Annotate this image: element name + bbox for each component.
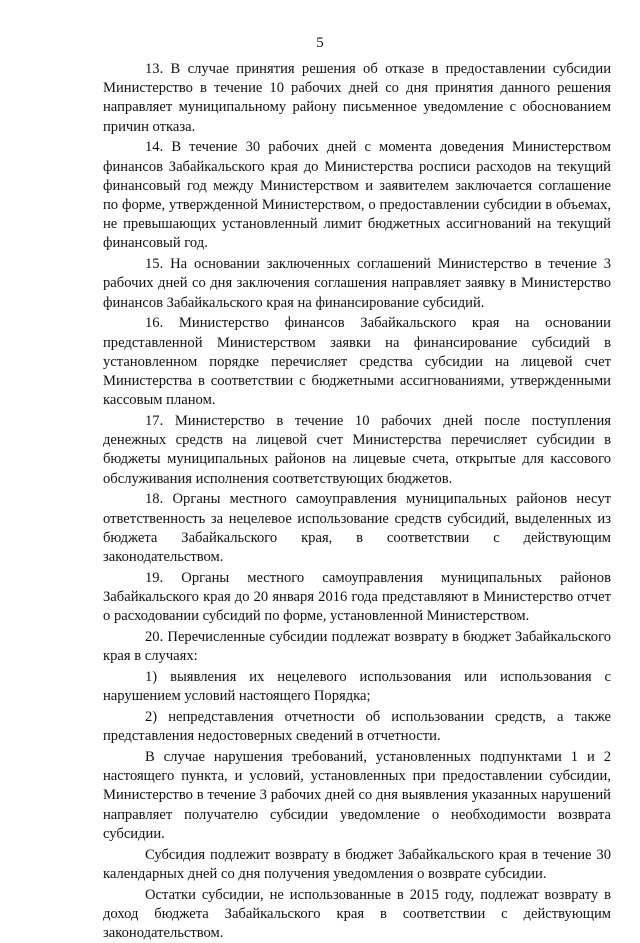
paragraph-20: 20. Перечисленные субсидии подлежат возврату в бюджет Забайкальского края в случаях: xyxy=(103,629,611,665)
paragraph-17: 17. Министерство в течение 10 рабочих дней после поступления денежных средств на лицевой счет Министерства перечисляет субсидии в бюджеты муниципальных районов на лицевые счета, открытые для кассового обслуживания исполнения соответствующих бюджетов. xyxy=(103,413,611,487)
subitem-1: 1) выявления их нецелевого использования или использования с нарушением условий настоящего Порядка; xyxy=(103,669,611,705)
paragraph-16: 16. Министерство финансов Забайкальского края на основании представленной Министерством заявки на финансирование субсидий в установленном порядке перечисляет средства субсидии на лицевой счет Министерства в соответствии с бюджетными ассигнованиями, утвержденными кассовым планом. xyxy=(103,315,611,409)
page-number: 5 xyxy=(316,35,324,51)
paragraph-14: 14. В течение 30 рабочих дней с момента доведения Министерством финансов Забайкальского края до Министерства росписи расходов на текущий финансовый год между Министерством и заявителем заключается соглашение по форме, утвержденной Министерством, о предоставлении субсидии в объемах, не превышающих установленный лимит бюджетных ассигнований на текущий финансовый год. xyxy=(103,139,611,252)
paragraph-violation-notice: В случае нарушения требований, установленных подпунктами 1 и 2 настоящего пункта, и условий, установленных при предоставлении субсидии, Министерство в течение 3 рабочих дней со дня выявления указанных нарушений направляет получателю субсидии уведомление о необходимости возврата субсидии. xyxy=(103,749,611,842)
paragraph-unused-balance: Остатки субсидии, не использованные в 2015 году, подлежат возврату в доход бюджета Забайкальского края в соответствии с действующим законодательством. xyxy=(103,886,611,942)
paragraph-return-period: Субсидия подлежит возврату в бюджет Забайкальского края в течение 30 календарных дней со дня получения уведомления о возврате субсидии. xyxy=(103,846,611,882)
paragraph-19: 19. Органы местного самоуправления муниципальных районов Забайкальского края до 20 января 2016 года представляют в Министерство отчет о расходовании субсидий по форме, установленной Министерством. xyxy=(103,569,611,625)
paragraph-15: 15. На основании заключенных соглашений Министерство в течение 3 рабочих дней со дня заключения соглашения направляет заявку в Министерство финансов Забайкальского края на финансирование субсидий. xyxy=(103,256,611,311)
document-body xyxy=(103,60,611,943)
paragraph-13: 13. В случае принятия решения об отказе в предоставлении субсидии Министерство в течение 10 рабочих дней со дня принятия данного решения направляет муниципальному району письменное уведомление с обоснованием причин отказа. xyxy=(103,61,611,135)
subitem-2: 2) непредставления отчетности об использовании средств, а также представления недостоверных сведений в отчетности. xyxy=(103,709,611,745)
paragraph-18: 18. Органы местного самоуправления муниципальных районов несут ответственность за нецелевое использование средств субсидий, выделенных из бюджета Забайкальского края, в соответствии с действующим законодательством. xyxy=(103,491,611,566)
